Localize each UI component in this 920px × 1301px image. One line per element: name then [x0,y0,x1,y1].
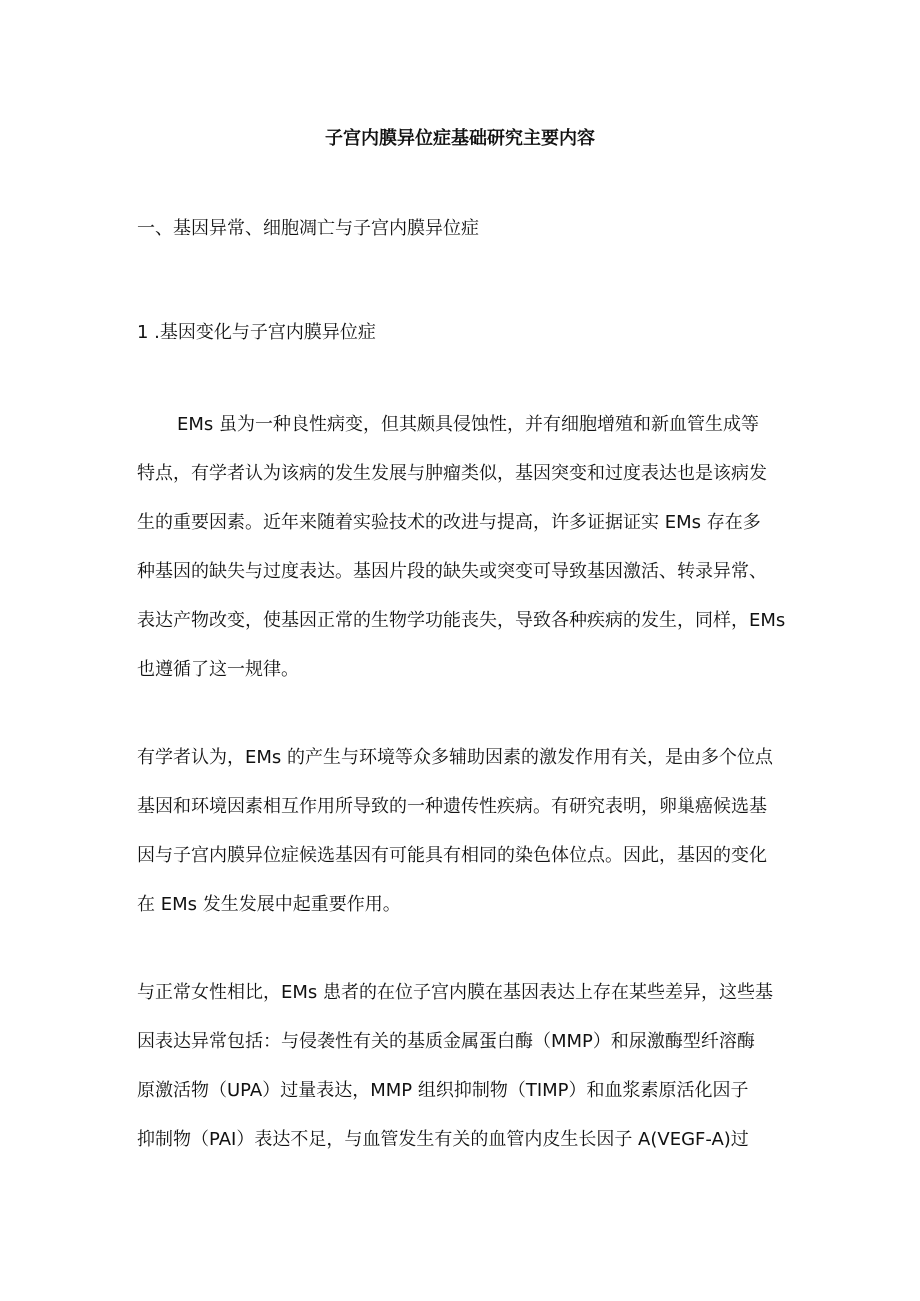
paragraph-3 [137,968,793,1164]
paragraph-line: EMs 虽为一种良性病变，但其颇具侵蚀性，并有细胞增殖和新血管生成等 [177,414,759,435]
paragraph-line: 原激活物（UPA）过量表达，MMP 组织抑制物（TIMP）和血浆素原活化因子 [137,1080,749,1101]
section-heading: 一、基因异常、细胞凋亡与子宫内膜异位症 [137,218,479,239]
paragraph-line: 种基因的缺失与过度表达。基因片段的缺失或突变可导致基因激活、转录异常、 [137,561,767,582]
paragraph-line: 特点，有学者认为该病的发生发展与肿瘤类似，基因突变和过度表达也是该病发 [137,463,767,484]
subsection-heading: 1 .基因变化与子宫内膜异位症 [137,322,376,343]
paragraph-line: 也遵循了这一规律。 [137,659,299,680]
paragraph-line: 抑制物（PAI）表达不足，与血管发生有关的血管内皮生长因子 A(VEGF-A)过 [137,1129,749,1150]
paragraph-line: 生的重要因素。近年来随着实验技术的改进与提高，许多证据证实 EMs 存在多 [137,512,761,533]
paragraph-line: 因表达异常包括：与侵袭性有关的基质金属蛋白酶（MMP）和尿激酶型纤溶酶 [137,1031,755,1052]
paragraph-line: 基因和环境因素相互作用所导致的一种遗传性疾病。有研究表明，卵巢癌候选基 [137,796,767,817]
paragraph-line: 表达产物改变，使基因正常的生物学功能丧失，导致各种疾病的发生，同样，EMs [137,610,786,631]
paragraph-line: 与正常女性相比，EMs 患者的在位子宫内膜在基因表达上存在某些差异，这些基 [137,982,773,1003]
paragraph-line: 在 EMs 发生发展中起重要作用。 [137,894,401,915]
paragraph-2 [137,733,793,929]
paragraph-line: 有学者认为，EMs 的产生与环境等众多辅助因素的激发作用有关，是由多个位点 [137,747,773,768]
paragraph-1 [137,400,793,694]
page-title: 子宫内膜异位症基础研究主要内容 [325,128,595,149]
paragraph-line: 因与子宫内膜异位症候选基因有可能具有相同的染色体位点。因此，基因的变化 [137,845,767,866]
